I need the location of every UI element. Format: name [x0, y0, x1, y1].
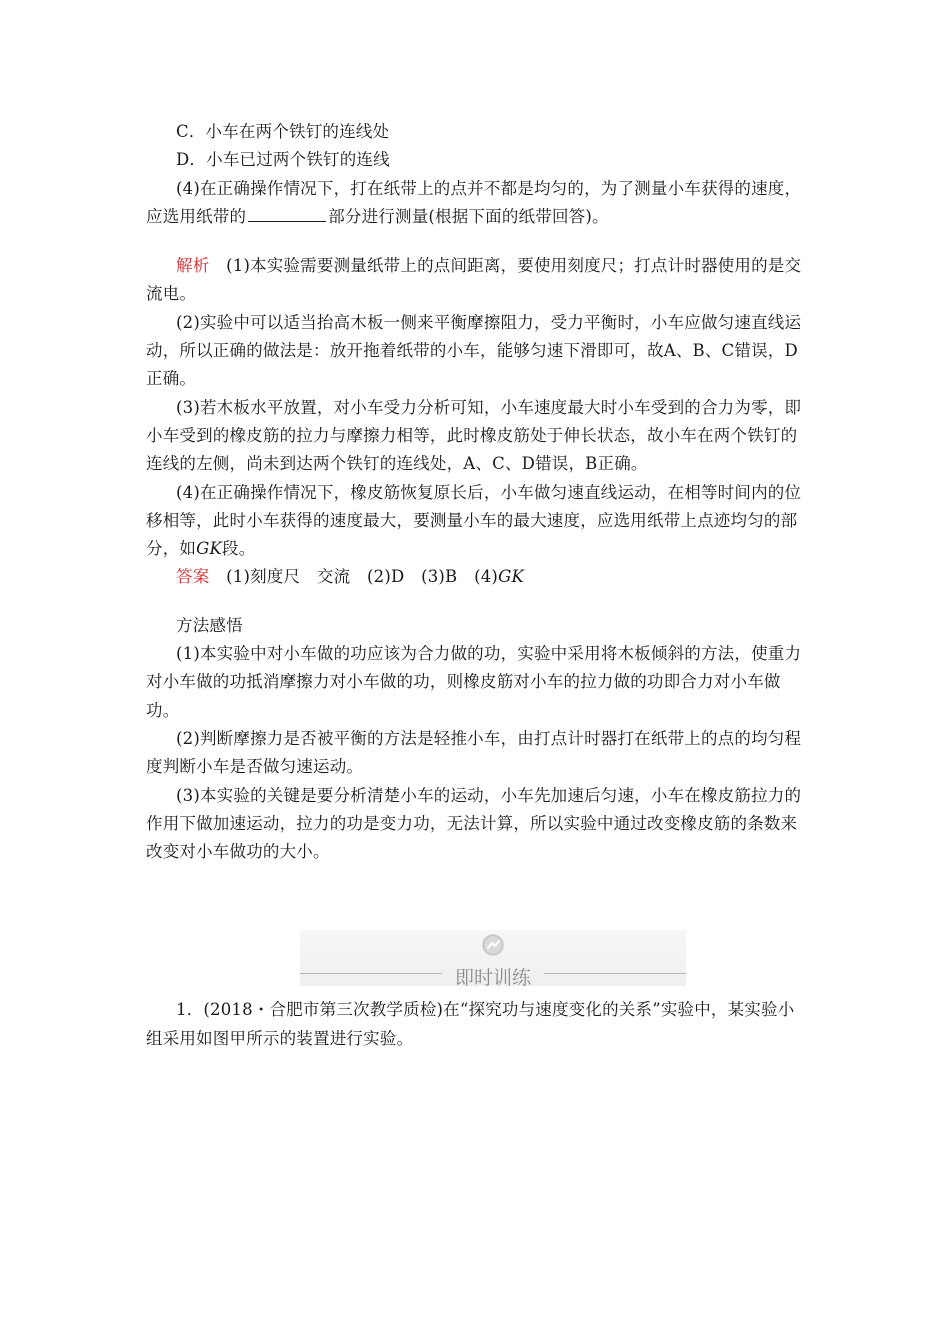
analysis-p1-text: (1)本实验需要测量纸带上的点间距离，要使用刻度尺；打点计时器使用的是交: [226, 256, 802, 275]
question1-line1: 1．(2018・合肥市第三次教学质检)在“探究功与速度变化的关系”实验中，某实验小: [176, 1000, 795, 1019]
method-p3-line1: (3)本实验的关键是要分析清楚小车的运动，小车先加速后匀速，小车在橡皮筋拉力的: [176, 786, 802, 805]
analysis-p4-gk: GK: [196, 539, 223, 558]
section-title: 即时训练: [454, 967, 531, 989]
analysis-p4-line2: 移相等，此时小车获得的速度最大，要测量小车的最大速度，应选用纸带上点迹均匀的部: [146, 511, 798, 530]
method-p3-line2: 作用下做加速运动，拉力的功是变力功，无法计算，所以实验中通过改变橡皮筋的条数来: [146, 814, 798, 833]
q4-line2: [146, 207, 609, 227]
q4-line1: (4)在正确操作情况下，打在纸带上的点并不都是均匀的，为了测量小车获得的速度，: [176, 179, 802, 198]
analysis-p4-text: 分，如: [146, 539, 197, 558]
analysis-p4-line1: (4)在正确操作情况下，橡皮筋恢复原长后，小车做匀速直线运动，在相等时间内的位: [176, 483, 802, 502]
method-p2-line1: (2)判断摩擦力是否被平衡的方法是轻推小车，由打点计时器打在纸带上的点的均匀程: [176, 729, 802, 748]
method-p2-line2: 度判断小车是否做匀速运动。: [146, 757, 364, 776]
answer-blank: [248, 207, 326, 222]
option-d: D．小车已过两个铁钉的连线: [176, 150, 390, 169]
answer-line: [176, 567, 524, 587]
analysis-p3-line2: 小车受到的橡皮筋的拉力与摩擦力相等，此时橡皮筋处于伸长状态，故小车在两个铁钉的: [146, 426, 798, 445]
section-banner: [300, 930, 686, 989]
answer-text: (1)刻度尺 交流 (2)D (3)B (4): [226, 567, 499, 586]
method-p1-line2: 对小车做的功抵消摩擦力对小车做的功，则橡皮筋对小车的拉力做的功即合力对小车做: [146, 672, 781, 691]
option-c: C．小车在两个铁钉的连线处: [176, 122, 390, 141]
answer-label: 答案: [176, 567, 210, 586]
q4-line2-start: 应选用纸带的: [146, 207, 247, 226]
analysis-p1-line2: 流电。: [146, 284, 197, 303]
analysis-p3-line3: 连线的左侧，尚未到达两个铁钉的连线处，A、C、D错误，B正确。: [146, 454, 648, 473]
analysis-p3-line1: (3)若木板水平放置，对小车受力分析可知，小车速度最大时小车受到的合力为零，即: [176, 398, 802, 417]
method-p1-line3: 功。: [146, 701, 180, 720]
banner-badge-icon: [482, 934, 504, 956]
analysis-p4-end: 段。: [222, 539, 256, 558]
question1-line2: 组采用如图甲所示的装置进行实验。: [146, 1029, 414, 1048]
analysis-p2-line1: (2)实验中可以适当抬高木板一侧来平衡摩擦阻力，受力平衡时，小车应做匀速直线运: [176, 313, 802, 332]
method-p1-line1: (1)本实验中对小车做的功应该为合力做的功，实验中采用将木板倾斜的方法，使重力: [176, 644, 802, 663]
analysis-label: 解析: [176, 256, 210, 275]
analysis-p2-line3: 正确。: [146, 369, 197, 388]
analysis-p2-line2: 动，所以正确的做法是：放开拖着纸带的小车，能够匀速下滑即可，故A、B、C错误，D: [146, 341, 798, 360]
banner-rule-left: [300, 973, 442, 974]
answer-gk: GK: [498, 567, 524, 586]
method-title: 方法感悟: [176, 616, 243, 635]
analysis-p1-line1: [176, 256, 801, 276]
q4-line2-end: 部分进行测量(根据下面的纸带回答)。: [328, 207, 609, 226]
method-p3-line3: 改变对小车做功的大小。: [146, 842, 330, 861]
analysis-p4-line3: [146, 539, 255, 559]
banner-rule-right: [544, 973, 686, 974]
